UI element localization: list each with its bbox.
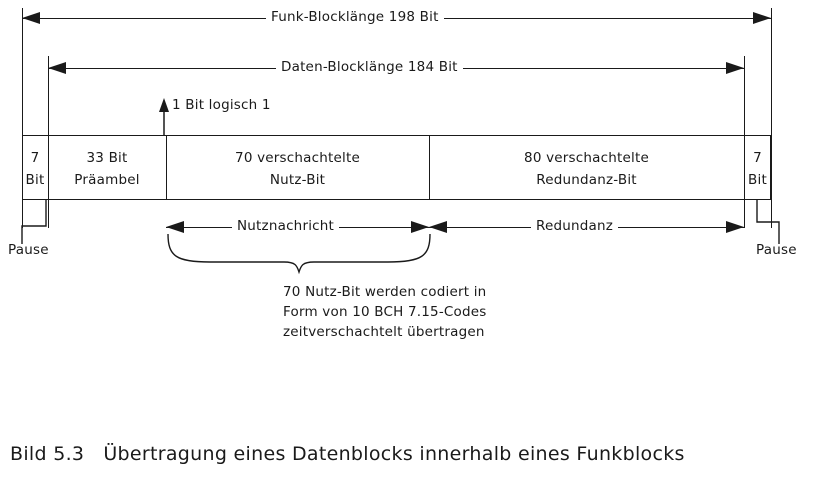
segment-praeambel-line1: 33 Bit [86,150,128,166]
logisch-1-label: 1 Bit logisch 1 [172,97,271,113]
pause-right-leader [745,200,791,246]
segment-nutz-bit-line1: 70 verschachtelte [235,150,360,166]
segment-redundanz-bit-line2: Redundanz-Bit [536,172,637,188]
pause-right-label: Pause [756,242,797,258]
bar-divider-1 [48,135,49,200]
bar-divider-3 [429,135,430,200]
outer-dim-right-extension [771,8,772,228]
redundanz-arrow-right [726,219,746,235]
funkblock-bar [22,135,771,200]
segment-praeambel-line2: Präambel [74,172,140,188]
figure-caption: Bild 5.3 Übertragung eines Datenblocks innerhalb eines Funkblocks [10,443,685,465]
segment-pause-left-line1: 7 [30,150,40,166]
outer-dim-label: Funk-Blocklänge 198 Bit [266,10,444,25]
note-line-3: zeitverschachtelt übertragen [283,324,485,340]
logisch-1-pointer-arrow-icon [156,98,172,138]
bar-divider-2 [166,135,167,200]
outer-dim-arrow-left [22,10,42,26]
segment-pause-right-line1: 7 [753,150,762,166]
note-brace [166,232,432,274]
segment-redundanz-bit-line1: 80 verschachtelte [524,150,649,166]
redundanz-label: Redundanz [531,219,618,234]
segment-pause-left-line2: Bit [25,172,45,188]
pause-left-leader [16,200,50,246]
nutznachricht-label: Nutznachricht [232,219,339,234]
inner-dim-arrow-left [48,60,68,76]
inner-dim-label: Daten-Blocklänge 184 Bit [276,60,463,75]
note-line-2: Form von 10 BCH 7.15-Codes [283,304,487,320]
segment-nutz-bit-line2: Nutz-Bit [269,172,326,188]
note-line-1: 70 Nutz-Bit werden codiert in [283,284,487,300]
bar-divider-4 [744,135,745,200]
redundanz-arrow-left [429,219,449,235]
inner-dim-arrow-right [726,60,746,76]
segment-pause-right-line2: Bit [748,172,767,188]
outer-dim-arrow-right [753,10,773,26]
pause-left-label: Pause [8,242,49,258]
